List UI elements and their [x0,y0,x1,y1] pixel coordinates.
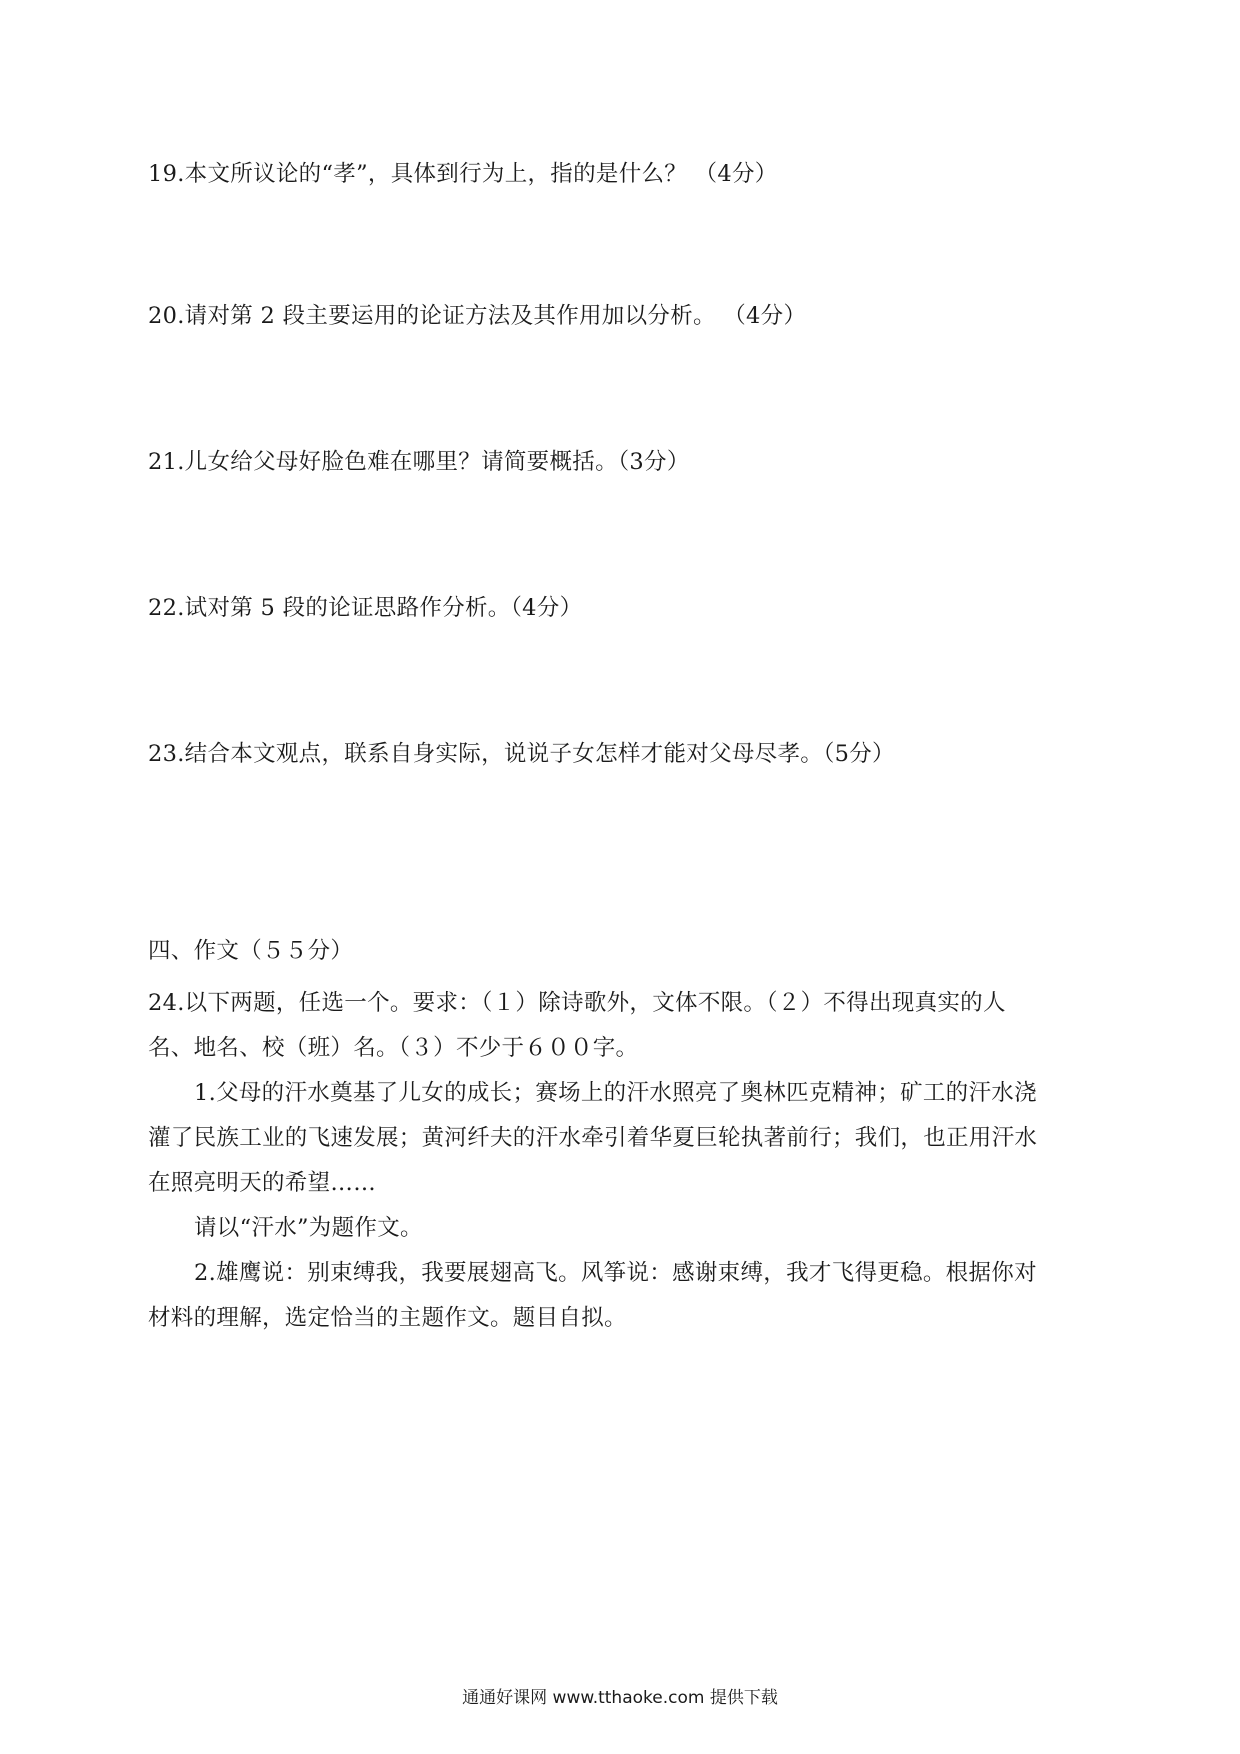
question-21: 21.儿女给父母好脸色难在哪里？请简要概括。（3分） [148,449,690,475]
section-title-composition: 四、作文（５５分） [148,938,354,964]
essay-instruction: 24.以下两题，任选一个。要求：（１）除诗歌外，文体不限。（２）不得出现真实的人名、地名、校（班）名。（３）不少于６００字。 [148,990,1006,1061]
question-20: 20.请对第 2 段主要运用的论证方法及其作用加以分析。 （4分） [148,303,807,329]
essay-question [148,981,1048,1341]
question-22: 22.试对第 5 段的论证思路作分析。（4分） [148,595,583,621]
question-23: 23.结合本文观点，联系自身实际，说说子女怎样才能对父母尽孝。（5分） [148,741,895,767]
footer-source: 通通好课网 www.tthaoke.com 提供下载 [462,1688,778,1708]
essay-option-2-text: 2.雄鹰说：别束缚我，我要展翅高飞。风筝说：感谢束缚，我才飞得更稳。根据你对材料的理解，选定恰当的主题作文。题目自拟。 [148,1260,1037,1331]
question-19: 19.本文所议论的“孝”，具体到行为上，指的是什么？ （4分） [148,161,778,187]
essay-option-1-prompt: 请以“汗水”为题作文。 [194,1215,423,1241]
essay-option-1-text: 1.父母的汗水奠基了儿女的成长；赛场上的汗水照亮了奥林匹克精神；矿工的汗水浇灌了民族工业的飞速发展；黄河纤夫的汗水牵引着华夏巨轮执著前行；我们，也正用汗水在照亮明天的希望…… [148,1080,1038,1196]
